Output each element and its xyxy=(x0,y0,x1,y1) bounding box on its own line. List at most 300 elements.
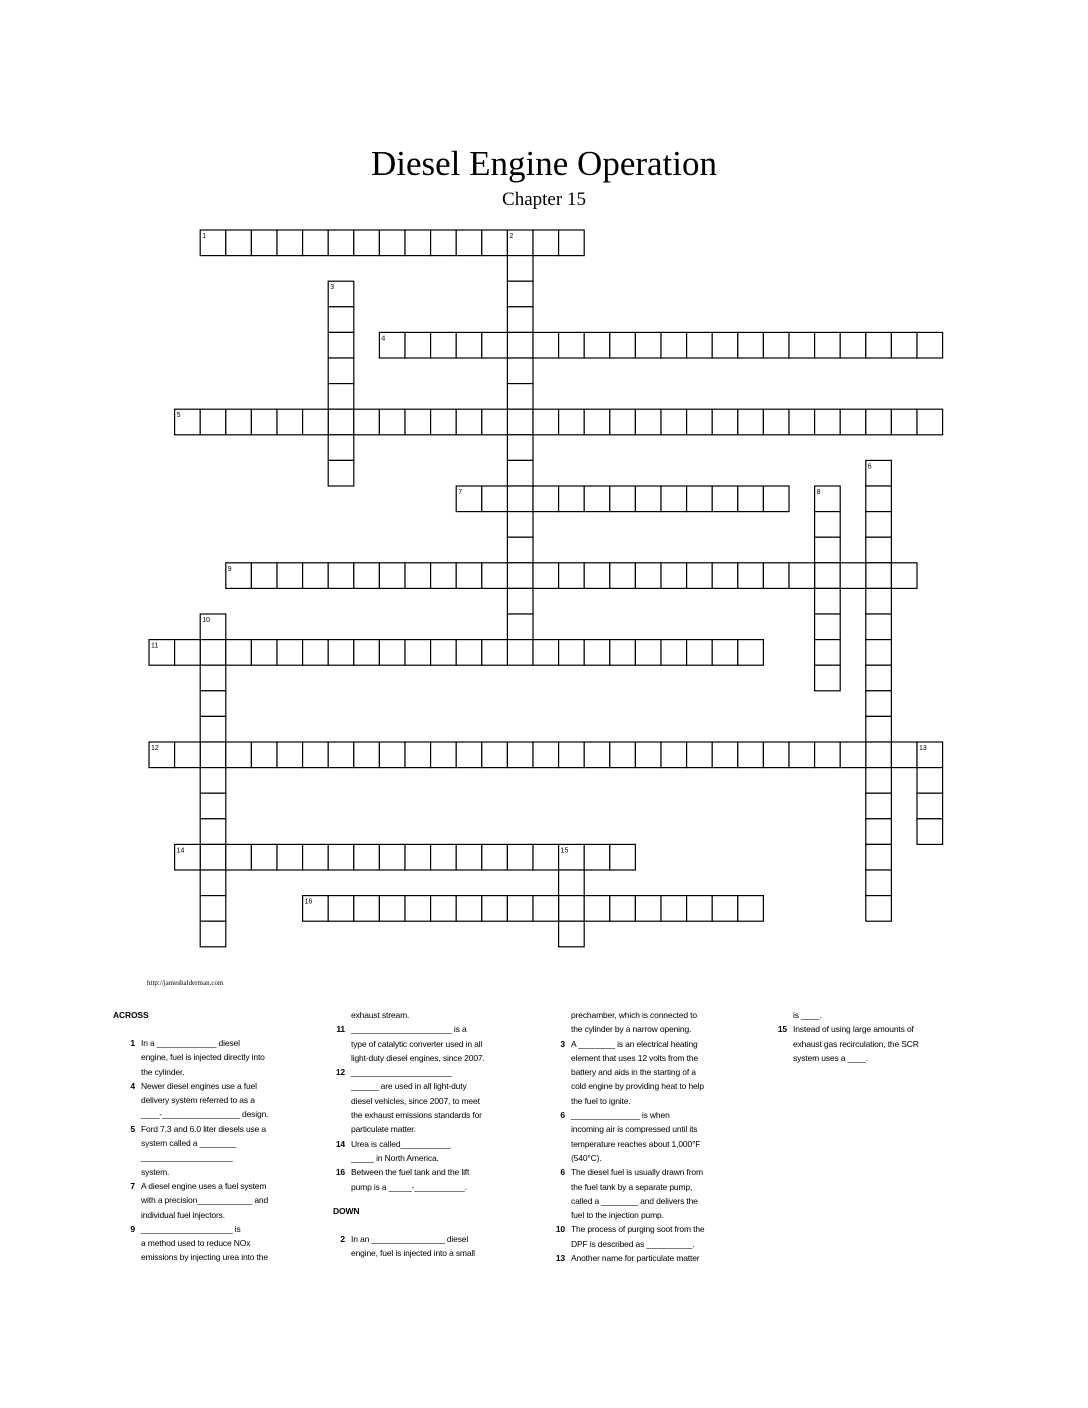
grid-cell[interactable] xyxy=(226,844,252,870)
grid-cell[interactable] xyxy=(303,640,329,666)
grid-cell[interactable] xyxy=(866,665,892,691)
grid-number: 7 xyxy=(458,489,463,496)
grid-cell[interactable] xyxy=(610,640,636,666)
grid-cell[interactable] xyxy=(712,486,738,512)
grid-cell[interactable] xyxy=(482,332,508,358)
grid-cell[interactable] xyxy=(661,409,687,435)
grid-cell[interactable] xyxy=(482,844,508,870)
grid-cell[interactable] xyxy=(507,435,533,461)
clue-text: The process of purging soot from the xyxy=(571,1224,705,1235)
clue-text: temperature reaches about 1,000°F xyxy=(571,1138,701,1149)
clue-text: the fuel to ignite. xyxy=(571,1095,631,1106)
grid-cell[interactable] xyxy=(507,358,533,384)
grid-cell[interactable] xyxy=(687,409,713,435)
grid-cell[interactable] xyxy=(712,742,738,768)
clue-text: Another name for particulate matter xyxy=(571,1253,700,1264)
grid-cell[interactable] xyxy=(251,742,277,768)
clue-text: A ________ is an electrical heating xyxy=(571,1038,698,1049)
grid-cell[interactable] xyxy=(200,793,226,819)
grid-cell[interactable] xyxy=(507,256,533,282)
grid-cell[interactable] xyxy=(559,640,585,666)
grid-cell[interactable] xyxy=(610,409,636,435)
grid-cell[interactable] xyxy=(789,409,815,435)
grid-number: 1 xyxy=(202,233,207,240)
clue-line xyxy=(543,1151,728,1165)
grid-cell[interactable] xyxy=(482,563,508,589)
clue-text: system uses a ____. xyxy=(793,1052,869,1063)
grid-cell[interactable] xyxy=(610,844,636,870)
grid-cell[interactable] xyxy=(866,768,892,794)
grid-cell[interactable] xyxy=(482,742,508,768)
grid-cell[interactable] xyxy=(866,614,892,640)
clue-line xyxy=(765,1037,940,1051)
grid-cell[interactable] xyxy=(226,742,252,768)
grid-cell[interactable] xyxy=(405,844,431,870)
clue-number: 16 xyxy=(335,1167,345,1178)
clues-column-4 xyxy=(765,1008,940,1065)
grid-cell[interactable] xyxy=(482,230,508,256)
grid-cell[interactable] xyxy=(328,460,354,486)
grid-cell[interactable] xyxy=(738,486,764,512)
grid-cell[interactable] xyxy=(277,563,303,589)
grid-cell[interactable] xyxy=(533,409,559,435)
clue-text: A diesel engine uses a fuel system xyxy=(141,1180,267,1191)
grid-cell[interactable] xyxy=(866,844,892,870)
grid-cell[interactable] xyxy=(303,409,329,435)
grid-cell[interactable] xyxy=(559,921,585,947)
grid-cell[interactable] xyxy=(482,896,508,922)
clue-text: element that uses 12 volts from the xyxy=(571,1052,699,1063)
grid-cell[interactable] xyxy=(815,563,841,589)
grid-cell[interactable] xyxy=(789,332,815,358)
grid-cell[interactable] xyxy=(866,742,892,768)
grid-cell[interactable] xyxy=(610,742,636,768)
grid-cell[interactable] xyxy=(789,563,815,589)
grid-cell[interactable] xyxy=(507,742,533,768)
grid-cell[interactable] xyxy=(815,588,841,614)
grid-cell[interactable] xyxy=(405,332,431,358)
grid-cell[interactable] xyxy=(559,230,585,256)
grid-cell[interactable] xyxy=(456,563,482,589)
grid-cell[interactable] xyxy=(866,691,892,717)
grid-cell[interactable] xyxy=(354,896,380,922)
grid-cell[interactable] xyxy=(200,409,226,435)
grid-cell[interactable] xyxy=(891,742,917,768)
grid-cell[interactable] xyxy=(405,230,431,256)
grid-cell[interactable] xyxy=(507,537,533,563)
grid-cell[interactable] xyxy=(763,332,789,358)
clues-column-1 xyxy=(113,1008,283,1265)
grid-cell[interactable] xyxy=(405,742,431,768)
grid-cell[interactable] xyxy=(687,332,713,358)
grid-cell[interactable] xyxy=(687,896,713,922)
grid-cell[interactable] xyxy=(507,460,533,486)
grid-cell[interactable] xyxy=(712,409,738,435)
grid-cell[interactable] xyxy=(431,230,457,256)
grid-cell[interactable] xyxy=(661,896,687,922)
grid-cell[interactable] xyxy=(456,742,482,768)
grid-cell[interactable] xyxy=(635,486,661,512)
grid-cell[interactable] xyxy=(840,409,866,435)
clue-text: fuel to the injection pump. xyxy=(571,1210,664,1221)
grid-cell[interactable] xyxy=(379,409,405,435)
grid-cell[interactable] xyxy=(533,844,559,870)
clue-line xyxy=(323,1079,508,1093)
grid-cell[interactable] xyxy=(559,486,585,512)
grid-cell[interactable] xyxy=(200,768,226,794)
grid-cell[interactable] xyxy=(866,409,892,435)
grid-cell[interactable] xyxy=(251,230,277,256)
grid-cell[interactable] xyxy=(328,384,354,410)
grid-cell[interactable] xyxy=(431,563,457,589)
grid-cell[interactable] xyxy=(303,563,329,589)
grid-cell[interactable] xyxy=(687,742,713,768)
grid-cell[interactable] xyxy=(712,332,738,358)
grid-cell[interactable] xyxy=(354,844,380,870)
grid-cell[interactable] xyxy=(277,640,303,666)
grid-cell[interactable] xyxy=(891,563,917,589)
grid-cell[interactable] xyxy=(507,563,533,589)
grid-cell[interactable] xyxy=(328,358,354,384)
grid-cell[interactable] xyxy=(456,640,482,666)
grid-cell[interactable] xyxy=(891,409,917,435)
grid-cell[interactable] xyxy=(328,307,354,333)
clue-line xyxy=(765,1022,940,1036)
grid-cell[interactable] xyxy=(251,563,277,589)
clues-column-3 xyxy=(543,1008,728,1265)
grid-cell[interactable] xyxy=(277,844,303,870)
grid-cell[interactable] xyxy=(277,409,303,435)
grid-cell[interactable] xyxy=(712,896,738,922)
clue-line xyxy=(113,1193,283,1207)
grid-cell[interactable] xyxy=(431,409,457,435)
grid-cell[interactable] xyxy=(277,742,303,768)
grid-cell[interactable] xyxy=(584,409,610,435)
clue-number: 13 xyxy=(555,1253,565,1264)
clue-line xyxy=(323,1108,508,1122)
grid-cell[interactable] xyxy=(891,332,917,358)
grid-cell[interactable] xyxy=(610,896,636,922)
grid-number: 5 xyxy=(176,412,181,420)
grid-cell[interactable] xyxy=(251,409,277,435)
grid-cell[interactable] xyxy=(840,742,866,768)
grid-cell[interactable] xyxy=(687,640,713,666)
grid-cell[interactable] xyxy=(738,640,764,666)
clue-number: 11 xyxy=(336,1024,345,1035)
clue-text: exhaust gas recirculation, the SCR xyxy=(793,1038,919,1049)
grid-cell[interactable] xyxy=(533,640,559,666)
grid-number: 9 xyxy=(227,565,232,573)
clue-line xyxy=(323,1122,508,1136)
grid-cell[interactable] xyxy=(200,870,226,896)
grid-cell[interactable] xyxy=(431,896,457,922)
grid-cell[interactable] xyxy=(789,742,815,768)
grid-cell[interactable] xyxy=(917,409,943,435)
grid-cell[interactable] xyxy=(866,640,892,666)
grid-cell[interactable] xyxy=(456,332,482,358)
grid-cell[interactable] xyxy=(815,614,841,640)
clue-text: battery and aids in the starting of a xyxy=(571,1067,696,1078)
grid-cell[interactable] xyxy=(866,896,892,922)
grid-cell[interactable] xyxy=(815,512,841,538)
grid-cell[interactable] xyxy=(507,640,533,666)
clue-text: a method used to reduce NOx xyxy=(141,1238,251,1249)
grid-cell[interactable] xyxy=(405,896,431,922)
clue-text: ______________________ xyxy=(351,1067,452,1078)
grid-number: 15 xyxy=(560,847,569,855)
grid-cell[interactable] xyxy=(456,896,482,922)
clue-number: 7 xyxy=(130,1180,135,1191)
grid-cell[interactable] xyxy=(226,640,252,666)
grid-cell[interactable] xyxy=(635,896,661,922)
grid-cell[interactable] xyxy=(431,844,457,870)
grid-cell[interactable] xyxy=(815,742,841,768)
grid-cell[interactable] xyxy=(328,563,354,589)
clue-text: is ____. xyxy=(793,1010,822,1020)
grid-cell[interactable] xyxy=(917,819,943,845)
grid-cell[interactable] xyxy=(815,332,841,358)
grid-cell[interactable] xyxy=(456,230,482,256)
grid-cell[interactable] xyxy=(635,409,661,435)
grid-cell[interactable] xyxy=(354,640,380,666)
grid-cell[interactable] xyxy=(763,742,789,768)
grid-cell[interactable] xyxy=(687,563,713,589)
grid-cell[interactable] xyxy=(559,563,585,589)
grid-number: 11 xyxy=(151,642,159,650)
grid-cell[interactable] xyxy=(507,409,533,435)
grid-cell[interactable] xyxy=(303,844,329,870)
grid-cell[interactable] xyxy=(687,486,713,512)
grid-cell[interactable] xyxy=(610,332,636,358)
grid-cell[interactable] xyxy=(584,486,610,512)
grid-cell[interactable] xyxy=(738,332,764,358)
grid-cell[interactable] xyxy=(559,332,585,358)
grid-cell[interactable] xyxy=(200,896,226,922)
grid-cell[interactable] xyxy=(200,819,226,845)
grid-cell[interactable] xyxy=(328,896,354,922)
grid-cell[interactable] xyxy=(251,640,277,666)
grid-cell[interactable] xyxy=(610,486,636,512)
grid-cell[interactable] xyxy=(456,844,482,870)
clues-column-2 xyxy=(323,1008,508,1260)
grid-cell[interactable] xyxy=(840,332,866,358)
grid-cell[interactable] xyxy=(328,332,354,358)
grid-cell[interactable] xyxy=(200,665,226,691)
grid-cell[interactable] xyxy=(200,921,226,947)
grid-cell[interactable] xyxy=(226,409,252,435)
clue-text: individual fuel injectors. xyxy=(141,1209,225,1220)
grid-number: 16 xyxy=(304,898,313,906)
grid-cell[interactable] xyxy=(815,640,841,666)
grid-cell[interactable] xyxy=(866,819,892,845)
grid-cell[interactable] xyxy=(866,870,892,896)
grid-cell[interactable] xyxy=(533,230,559,256)
grid-cell[interactable] xyxy=(635,640,661,666)
clue-text: ______________________ is a xyxy=(351,1024,467,1035)
grid-cell[interactable] xyxy=(456,409,482,435)
grid-cell[interactable] xyxy=(610,563,636,589)
grid-cell[interactable] xyxy=(738,563,764,589)
grid-cell[interactable] xyxy=(175,640,201,666)
grid-cell[interactable] xyxy=(507,512,533,538)
grid-cell[interactable] xyxy=(738,409,764,435)
grid-cell[interactable] xyxy=(328,409,354,435)
grid-cell[interactable] xyxy=(866,537,892,563)
grid-cell[interactable] xyxy=(866,588,892,614)
grid-cell[interactable] xyxy=(661,563,687,589)
grid-cell[interactable] xyxy=(866,512,892,538)
grid-cell[interactable] xyxy=(303,230,329,256)
grid-cell[interactable] xyxy=(354,230,380,256)
grid-cell[interactable] xyxy=(559,870,585,896)
grid-cell[interactable] xyxy=(431,332,457,358)
grid-cell[interactable] xyxy=(533,896,559,922)
grid-cell[interactable] xyxy=(379,844,405,870)
grid-cell[interactable] xyxy=(917,332,943,358)
grid-cell[interactable] xyxy=(431,742,457,768)
grid-cell[interactable] xyxy=(866,716,892,742)
grid-cell[interactable] xyxy=(584,332,610,358)
grid-cell[interactable] xyxy=(815,537,841,563)
grid-cell[interactable] xyxy=(559,409,585,435)
across-header: ACROSS xyxy=(113,1010,149,1020)
grid-cell[interactable] xyxy=(584,563,610,589)
grid-cell[interactable] xyxy=(661,742,687,768)
clue-line xyxy=(113,1093,283,1107)
grid-cell[interactable] xyxy=(175,742,201,768)
grid-cell[interactable] xyxy=(328,742,354,768)
grid-cell[interactable] xyxy=(738,742,764,768)
grid-cell[interactable] xyxy=(328,435,354,461)
grid-cell[interactable] xyxy=(379,896,405,922)
grid-cell[interactable] xyxy=(763,563,789,589)
grid-cell[interactable] xyxy=(405,409,431,435)
grid-cell[interactable] xyxy=(507,614,533,640)
grid-cell[interactable] xyxy=(200,716,226,742)
grid-cell[interactable] xyxy=(815,409,841,435)
grid-cell[interactable] xyxy=(635,742,661,768)
clue-number: 3 xyxy=(560,1038,565,1049)
grid-cell[interactable] xyxy=(507,307,533,333)
grid-cell[interactable] xyxy=(559,742,585,768)
grid-cell[interactable] xyxy=(584,742,610,768)
grid-cell[interactable] xyxy=(328,844,354,870)
grid-cell[interactable] xyxy=(507,588,533,614)
grid-cell[interactable] xyxy=(712,640,738,666)
grid-cell[interactable] xyxy=(584,896,610,922)
grid-cell[interactable] xyxy=(661,640,687,666)
clue-line xyxy=(323,1094,508,1108)
clue-line xyxy=(543,1022,728,1036)
grid-cell[interactable] xyxy=(712,563,738,589)
grid-cell[interactable] xyxy=(405,563,431,589)
grid-cell[interactable] xyxy=(533,486,559,512)
grid-cell[interactable] xyxy=(431,640,457,666)
grid-cell[interactable] xyxy=(200,691,226,717)
grid-cell[interactable] xyxy=(507,896,533,922)
grid-cell[interactable] xyxy=(635,563,661,589)
grid-cell[interactable] xyxy=(200,640,226,666)
grid-cell[interactable] xyxy=(379,230,405,256)
grid-cell[interactable] xyxy=(405,640,431,666)
clue-text: Ford 7.3 and 6.0 liter diesels use a xyxy=(141,1123,267,1134)
grid-cell[interactable] xyxy=(482,409,508,435)
grid-number: 14 xyxy=(176,847,185,855)
grid-cell[interactable] xyxy=(917,768,943,794)
grid-cell[interactable] xyxy=(584,640,610,666)
clue-line xyxy=(323,1137,508,1151)
clue-text: ______ are used in all light-duty xyxy=(351,1081,467,1092)
grid-cell[interactable] xyxy=(533,742,559,768)
grid-cell[interactable] xyxy=(533,332,559,358)
grid-cell[interactable] xyxy=(866,486,892,512)
grid-cell[interactable] xyxy=(251,844,277,870)
grid-cell[interactable] xyxy=(507,384,533,410)
grid-cell[interactable] xyxy=(584,844,610,870)
grid-cell[interactable] xyxy=(200,844,226,870)
clue-line xyxy=(113,1107,283,1121)
grid-cell[interactable] xyxy=(379,742,405,768)
grid-cell[interactable] xyxy=(533,563,559,589)
grid-cell[interactable] xyxy=(354,742,380,768)
grid-cell[interactable] xyxy=(661,486,687,512)
clue-text: diesel vehicles, since 2007, to meet xyxy=(351,1095,480,1106)
grid-cell[interactable] xyxy=(303,742,329,768)
grid-cell[interactable] xyxy=(507,844,533,870)
grid-cell[interactable] xyxy=(354,563,380,589)
clue-number: 4 xyxy=(130,1080,135,1091)
grid-cell[interactable] xyxy=(763,486,789,512)
grid-cell[interactable] xyxy=(763,409,789,435)
grid-cell[interactable] xyxy=(200,742,226,768)
grid-cell[interactable] xyxy=(507,281,533,307)
grid-cell[interactable] xyxy=(226,230,252,256)
clue-line xyxy=(113,1122,283,1136)
grid-cell[interactable] xyxy=(840,563,866,589)
clue-text: cold engine by providing heat to help xyxy=(571,1081,704,1092)
grid-cell[interactable] xyxy=(738,896,764,922)
grid-cell[interactable] xyxy=(328,640,354,666)
grid-cell[interactable] xyxy=(866,563,892,589)
grid-cell[interactable] xyxy=(866,793,892,819)
grid-cell[interactable] xyxy=(559,896,585,922)
grid-cell[interactable] xyxy=(917,793,943,819)
clue-line xyxy=(323,1008,508,1022)
page-subtitle: Chapter 15 xyxy=(502,189,586,210)
grid-cell[interactable] xyxy=(507,332,533,358)
grid-cell[interactable] xyxy=(482,486,508,512)
grid-cell[interactable] xyxy=(507,486,533,512)
grid-cell[interactable] xyxy=(328,230,354,256)
clue-line xyxy=(323,1232,508,1246)
clue-text: type of catalytic converter used in all xyxy=(351,1038,483,1049)
grid-cell[interactable] xyxy=(354,409,380,435)
clue-line xyxy=(543,1165,728,1179)
clue-line xyxy=(323,1051,508,1065)
grid-cell[interactable] xyxy=(635,332,661,358)
clue-text: In an ________________ diesel xyxy=(351,1233,469,1244)
grid-cell[interactable] xyxy=(815,665,841,691)
grid-cell[interactable] xyxy=(379,563,405,589)
grid-cell[interactable] xyxy=(482,640,508,666)
clue-number: 10 xyxy=(555,1224,565,1235)
grid-cell[interactable] xyxy=(866,332,892,358)
grid-cell[interactable] xyxy=(379,640,405,666)
clue-number: 14 xyxy=(335,1138,345,1149)
grid-cell[interactable] xyxy=(277,230,303,256)
grid-cell[interactable] xyxy=(661,332,687,358)
clue-text: the cylinder by a narrow opening. xyxy=(571,1024,692,1035)
